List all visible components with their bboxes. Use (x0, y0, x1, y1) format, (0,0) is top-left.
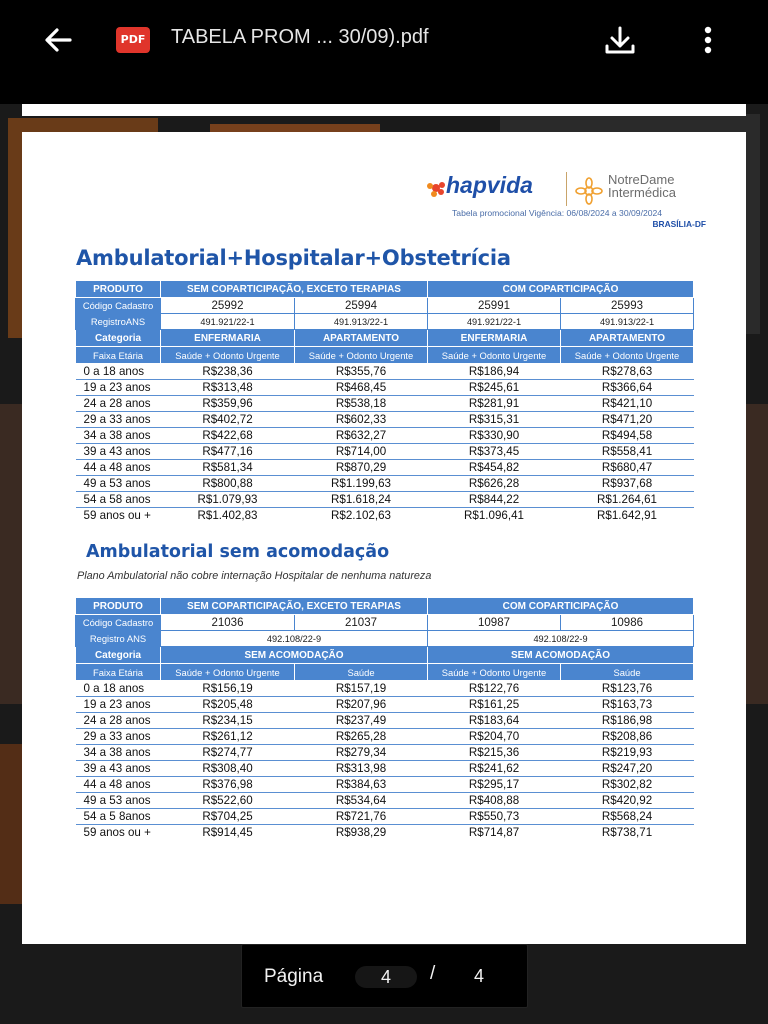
city-text: BRASÍLIA-DF (652, 219, 706, 229)
price-cell: R$279,34 (295, 745, 428, 761)
price-cell: R$1.199,63 (295, 476, 428, 492)
header-cell: Saúde (295, 664, 428, 681)
age-cell: 0 a 18 anos (76, 364, 161, 380)
price-cell: R$123,76 (561, 681, 694, 697)
age-cell: 59 anos ou + (83, 509, 151, 522)
arrow-back-icon[interactable] (40, 24, 80, 56)
price-cell: R$477,16 (161, 444, 295, 460)
price-cell: R$938,29 (335, 826, 387, 839)
code-cell: 10986 (561, 615, 694, 631)
header-cell: SEM COPARTICIPAÇÃO, EXCETO TERAPIAS (161, 598, 428, 615)
top-app-bar (0, 0, 768, 104)
header-cell: ENFERMARIA (161, 330, 295, 347)
age-cell: 29 a 33 anos (76, 729, 161, 745)
price-cell: R$215,36 (428, 745, 561, 761)
code-cell: 25992 (161, 298, 295, 314)
price-cell: R$550,73 (428, 809, 561, 825)
table-row (76, 793, 694, 809)
price-cell: R$1.079,93 (161, 492, 295, 508)
price-cell: R$204,70 (428, 729, 561, 745)
price-cell: R$581,34 (161, 460, 295, 476)
brand-logo (426, 172, 726, 232)
table-row (76, 460, 694, 476)
header-cell: Faixa Etária (76, 664, 161, 681)
price-cell: R$274,77 (161, 745, 295, 761)
age-cell: 49 a 53 anos (76, 476, 161, 492)
header-cell: ENFERMARIA (428, 330, 561, 347)
price-cell: R$494,58 (561, 428, 694, 444)
price-cell: R$219,93 (561, 745, 694, 761)
price-cell: R$315,31 (428, 412, 561, 428)
table2-title: Ambulatorial sem acomodação (86, 542, 390, 562)
header-cell: Saúde + Odonto Urgente (428, 347, 561, 364)
code-cell: 25994 (295, 298, 428, 314)
price-cell: R$1.642,91 (597, 509, 657, 522)
table-row (76, 444, 694, 460)
price-cell: R$308,40 (161, 761, 295, 777)
price-cell: R$468,45 (295, 380, 428, 396)
ans-cell: 492.108/22-9 (161, 631, 428, 647)
price-cell: R$1.618,24 (295, 492, 428, 508)
header-cell: PRODUTO (76, 598, 161, 615)
price-cell: R$330,90 (428, 428, 561, 444)
header-cell: COM COPARTICIPAÇÃO (428, 281, 694, 298)
price-cell: R$247,20 (561, 761, 694, 777)
price-cell: R$632,27 (295, 428, 428, 444)
price-cell: R$420,92 (561, 793, 694, 809)
table-row (76, 825, 694, 841)
page-indicator (241, 944, 528, 1008)
price-cell: R$704,25 (161, 809, 295, 825)
file-name: TABELA PROM ... 30/09).pdf (171, 26, 429, 48)
price-cell: R$408,88 (428, 793, 561, 809)
table-header-row (76, 664, 694, 681)
age-cell: 0 a 18 anos (76, 681, 161, 697)
header-cell: Saúde + Odonto Urgente (295, 347, 428, 364)
table-header-row (76, 647, 694, 664)
page-separator: / (430, 963, 436, 984)
price-cell: R$281,91 (428, 396, 561, 412)
total-pages: 4 (474, 966, 485, 986)
price-cell: R$234,15 (161, 713, 295, 729)
partner-name-line1: NotreDame (608, 172, 675, 187)
price-cell: R$261,12 (161, 729, 295, 745)
age-cell: 34 a 38 anos (76, 745, 161, 761)
table-row (76, 697, 694, 713)
table-row (76, 428, 694, 444)
table-row (76, 492, 694, 508)
header-cell: Saúde + Odonto Urgente (561, 347, 694, 364)
price-cell: R$313,48 (161, 380, 295, 396)
table-header-row (76, 631, 694, 647)
table-row (76, 412, 694, 428)
table-row (76, 761, 694, 777)
price-cell: R$157,19 (295, 681, 428, 697)
price-cell: R$161,25 (428, 697, 561, 713)
price-cell: R$558,41 (561, 444, 694, 460)
header-cell: Registro ANS (76, 631, 161, 647)
price-cell: R$1.096,41 (464, 509, 524, 522)
price-cell: R$156,19 (161, 681, 295, 697)
price-table-1 (75, 280, 694, 523)
table-header-row (76, 598, 694, 615)
ans-cell: 492.108/22-9 (428, 631, 694, 647)
table-header-row (76, 281, 694, 298)
table-header-row (76, 347, 694, 364)
age-cell: 54 a 58 anos (76, 492, 161, 508)
price-cell: R$538,18 (295, 396, 428, 412)
age-cell: 24 a 28 anos (76, 713, 161, 729)
price-cell: R$422,68 (161, 428, 295, 444)
price-cell: R$454,82 (428, 460, 561, 476)
price-cell: R$313,98 (295, 761, 428, 777)
header-cell: Saúde + Odonto Urgente (428, 664, 561, 681)
table-row (76, 681, 694, 697)
price-cell: R$937,68 (561, 476, 694, 492)
price-cell: R$186,94 (428, 364, 561, 380)
price-cell: R$738,71 (601, 826, 653, 839)
header-cell: SEM ACOMODAÇÃO (161, 647, 428, 664)
age-cell: 54 a 5 8anos (76, 809, 161, 825)
table-row (76, 729, 694, 745)
price-cell: R$376,98 (161, 777, 295, 793)
price-cell: R$421,10 (561, 396, 694, 412)
header-cell: Código Cadastro (76, 615, 161, 631)
hapvida-wordmark: hapvida (446, 172, 533, 198)
price-cell: R$2.102,63 (331, 509, 391, 522)
price-cell: R$302,82 (561, 777, 694, 793)
price-cell: R$714,87 (468, 826, 520, 839)
table2-note: Plano Ambulatorial não cobre internação Hospitalar de nenhuma natureza (77, 570, 432, 582)
pdf-icon: PDF (116, 27, 150, 53)
price-cell: R$366,64 (561, 380, 694, 396)
price-cell: R$183,64 (428, 713, 561, 729)
header-cell: COM COPARTICIPAÇÃO (428, 598, 694, 615)
price-cell: R$238,36 (161, 364, 295, 380)
code-cell: 25993 (561, 298, 694, 314)
age-cell: 44 a 48 anos (76, 777, 161, 793)
price-cell: R$844,22 (428, 492, 561, 508)
price-cell: R$714,00 (295, 444, 428, 460)
download-icon[interactable] (602, 24, 638, 58)
ans-cell: 491.913/22-1 (295, 314, 428, 330)
ans-cell: 491.921/22-1 (161, 314, 295, 330)
logo-divider (566, 172, 567, 206)
header-cell: Saúde (561, 664, 694, 681)
price-cell: R$522,60 (161, 793, 295, 809)
current-page-input[interactable]: 4 (355, 966, 417, 988)
price-cell: R$245,61 (428, 380, 561, 396)
header-cell: RegistroANS (76, 314, 161, 330)
price-cell: R$373,45 (428, 444, 561, 460)
price-cell: R$402,72 (161, 412, 295, 428)
code-cell: 10987 (428, 615, 561, 631)
price-cell: R$265,28 (295, 729, 428, 745)
pdf-page (22, 132, 746, 944)
price-cell: R$602,33 (295, 412, 428, 428)
price-cell: R$122,76 (428, 681, 561, 697)
code-cell: 21037 (295, 615, 428, 631)
header-cell: SEM ACOMODAÇÃO (428, 647, 694, 664)
price-cell: R$534,64 (295, 793, 428, 809)
price-cell: R$471,20 (561, 412, 694, 428)
age-cell: 59 anos ou + (83, 826, 151, 839)
age-cell: 39 a 43 anos (76, 761, 161, 777)
header-cell: Código Cadastro (76, 298, 161, 314)
header-cell: Saúde + Odonto Urgente (161, 347, 295, 364)
age-cell: 39 a 43 anos (76, 444, 161, 460)
code-cell: 25991 (428, 298, 561, 314)
price-cell: R$359,96 (161, 396, 295, 412)
table-header-row (76, 298, 694, 314)
more-vertical-icon[interactable] (696, 22, 720, 58)
code-cell: 21036 (161, 615, 295, 631)
age-cell: 19 a 23 anos (76, 697, 161, 713)
header-cell: APARTAMENTO (295, 330, 428, 347)
table-header-row (76, 314, 694, 330)
ans-cell: 491.921/22-1 (428, 314, 561, 330)
price-cell: R$384,63 (295, 777, 428, 793)
header-cell: SEM COPARTICIPAÇÃO, EXCETO TERAPIAS (161, 281, 428, 298)
price-cell: R$914,45 (202, 826, 253, 839)
notredame-flower-icon (574, 176, 604, 206)
header-cell: PRODUTO (76, 281, 161, 298)
table-row (76, 713, 694, 729)
price-cell: R$241,62 (428, 761, 561, 777)
price-cell: R$207,96 (295, 697, 428, 713)
page-label: Página (264, 966, 324, 987)
validity-text: Tabela promocional Vigência: 06/08/2024 a 30/09/2024 (452, 208, 663, 218)
header-cell: Categoria (76, 330, 161, 347)
age-cell: 24 a 28 anos (76, 396, 161, 412)
price-cell: R$295,17 (428, 777, 561, 793)
price-cell: R$237,49 (295, 713, 428, 729)
price-cell: R$568,24 (561, 809, 694, 825)
age-cell: 49 a 53 anos (76, 793, 161, 809)
age-cell: 29 a 33 anos (76, 412, 161, 428)
table-row (76, 396, 694, 412)
price-cell: R$208,86 (561, 729, 694, 745)
age-cell: 34 a 38 anos (76, 428, 161, 444)
price-cell: R$870,29 (295, 460, 428, 476)
table-row (76, 380, 694, 396)
ans-cell: 491.913/22-1 (561, 314, 694, 330)
age-cell: 19 a 23 anos (76, 380, 161, 396)
header-cell: APARTAMENTO (561, 330, 694, 347)
previous-page-edge (22, 104, 746, 116)
table-row (76, 476, 694, 492)
partner-name-line2: Intermédica (608, 185, 676, 200)
table1-title: Ambulatorial+Hospitalar+Obstetrícia (76, 246, 511, 270)
header-cell: Categoria (76, 647, 161, 664)
price-cell: R$626,28 (428, 476, 561, 492)
price-cell: R$163,73 (561, 697, 694, 713)
price-cell: R$186,98 (561, 713, 694, 729)
table-header-row (76, 615, 694, 631)
table-row (76, 364, 694, 380)
price-cell: R$680,47 (561, 460, 694, 476)
table-row (76, 508, 694, 524)
price-cell: R$278,63 (561, 364, 694, 380)
price-table-2 (75, 597, 694, 840)
age-cell: 44 a 48 anos (76, 460, 161, 476)
table-header-row (76, 330, 694, 347)
table-row (76, 777, 694, 793)
price-cell: R$1.402,83 (197, 509, 258, 522)
price-cell: R$355,76 (295, 364, 428, 380)
table-row (76, 745, 694, 761)
price-cell: R$205,48 (161, 697, 295, 713)
price-cell: R$721,76 (295, 809, 428, 825)
price-cell: R$1.264,61 (561, 492, 694, 508)
header-cell: Saúde + Odonto Urgente (161, 664, 295, 681)
price-cell: R$800,88 (161, 476, 295, 492)
table-row (76, 809, 694, 825)
header-cell: Faixa Etária (76, 347, 161, 364)
